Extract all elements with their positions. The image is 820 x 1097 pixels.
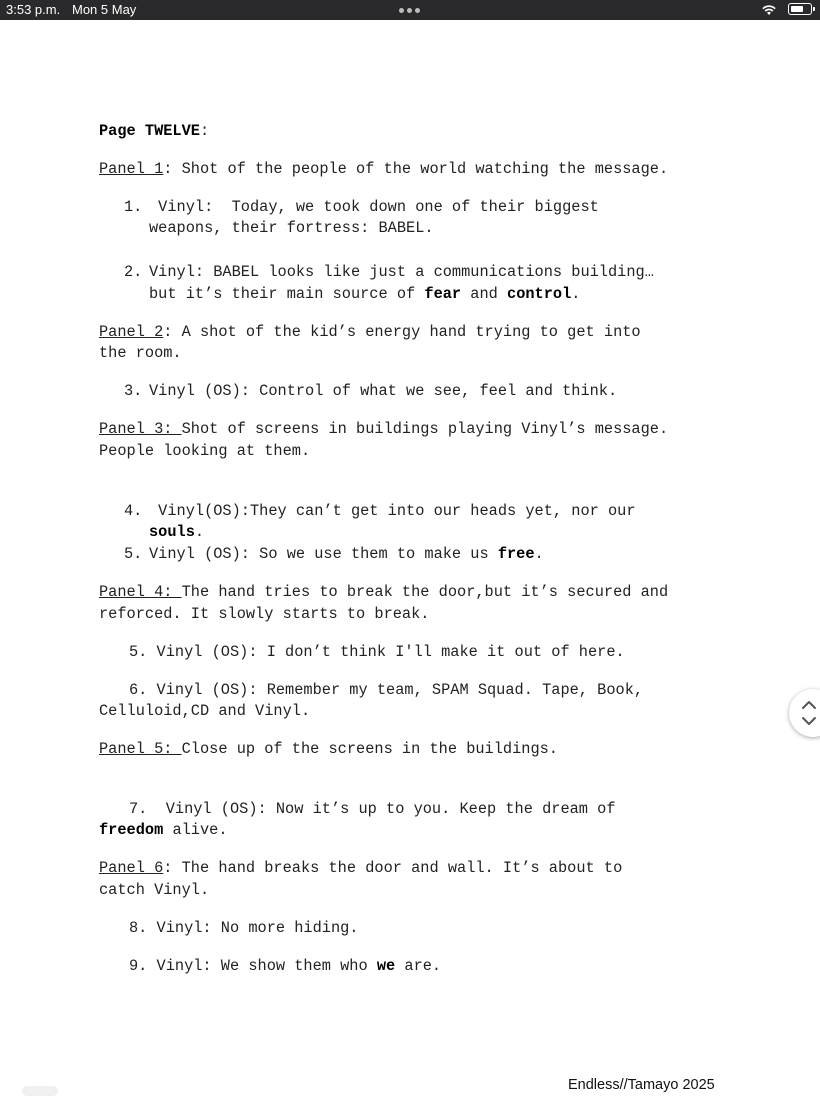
dialogue-line: Vinyl (OS): Control of what we see, feel and think. [149, 382, 618, 400]
list-number: 5. [124, 545, 143, 563]
panel-3: Panel 3: Shot of screens in buildings playing Vinyl’s message. [99, 420, 669, 438]
dialogue-line: 6. Vinyl (OS): Remember my team, SPAM Squad. Tape, Book, [129, 681, 644, 699]
dialogue-line: but it’s their main source of fear and control. [149, 285, 581, 303]
scroll-up-down-icon [799, 698, 819, 728]
dialogue-line: 8. Vinyl: No more hiding. [129, 919, 359, 937]
list-number: 1. [124, 198, 143, 216]
dialogue-line: Vinyl(OS):They can’t get into our heads yet, nor our [149, 502, 636, 520]
dialogue-line: Vinyl: BABEL looks like just a communications building… [149, 263, 654, 281]
list-number: 2. [124, 263, 143, 281]
status-date: Mon 5 May [72, 2, 137, 17]
page-title: Page TWELVE: [99, 122, 210, 140]
panel-label: Panel 6 [99, 859, 164, 877]
list-number: 4. [124, 502, 143, 520]
dialogue-line: souls. [149, 523, 205, 541]
dialogue-line: freedom alive. [99, 821, 228, 839]
panel-text: reforced. It slowly starts to break. [99, 605, 430, 623]
panel-label: Panel 4: [99, 583, 182, 601]
panel-label: Panel 2 [99, 323, 164, 341]
panel-text: the room. [99, 344, 182, 362]
list-number: 3. [124, 382, 143, 400]
dialogue-line: 7. Vinyl (OS): Now it’s up to you. Keep the dream of [129, 800, 616, 818]
dialogue-line: weapons, their fortress: BABEL. [149, 219, 434, 237]
panel-5: Panel 5: Close up of the screens in the buildings. [99, 740, 558, 758]
panel-6: Panel 6: The hand breaks the door and wall. It’s about to [99, 859, 623, 877]
status-time: 3:53 p.m. [6, 2, 61, 17]
panel-label: Panel 1 [99, 160, 164, 178]
panel-label: Panel 3: [99, 420, 182, 438]
dialogue-line: 5. Vinyl (OS): I don’t think I'll make it out of here. [129, 643, 625, 661]
dialogue-line: Vinyl (OS): So we use them to make us free. [149, 545, 544, 563]
panel-1: Panel 1: Shot of the people of the world watching the message. [99, 160, 669, 178]
dialogue-line: 9. Vinyl: We show them who we are. [129, 957, 442, 975]
panel-2: Panel 2: A shot of the kid’s energy hand trying to get into [99, 323, 641, 341]
panel-text: catch Vinyl. [99, 881, 210, 899]
faint-overlay [22, 1086, 58, 1096]
panel-label: Panel 5: [99, 740, 182, 758]
dialogue-line: Celluloid,CD and Vinyl. [99, 702, 311, 720]
page-footer: Endless//Tamayo 2025 [568, 1077, 715, 1093]
panel-text: People looking at them. [99, 442, 311, 460]
dialogue-line: Vinyl: Today, we took down one of their biggest [149, 198, 599, 216]
panel-4: Panel 4: The hand tries to break the door,but it’s secured and [99, 583, 669, 601]
